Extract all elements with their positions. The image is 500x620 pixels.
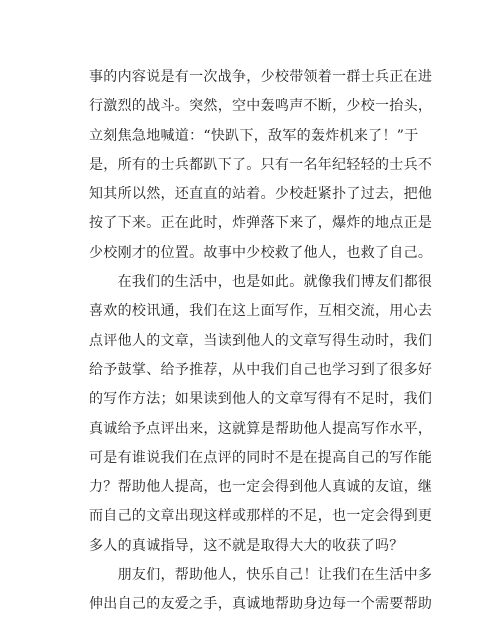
text-line: 立刻焦急地喊道：“快趴下，敌军的轰炸机来了！”于	[89, 127, 419, 144]
article-body	[89, 63, 433, 620]
text-line: 喜欢的校讯通，我们在这上面写作，互相交流，用心去	[89, 303, 433, 320]
text-line: 力？帮助他人提高，也一定会得到他人真诚的友谊，继	[89, 479, 433, 496]
text-line: 的写作方法；如果读到他人的文章写得有不足时，我们	[89, 391, 433, 408]
text-line: 真诚给予点评出来，这就算是帮助他人提高写作水平，	[89, 420, 433, 437]
text-line: 点评他人的文章，当读到他人的文章写得生动时，我们	[89, 332, 433, 349]
text-line: 在我们的生活中，也是如此。就像我们博友们都很	[89, 274, 433, 291]
text-line: 而自己的文章出现这样或那样的不足，也一定会得到更	[89, 508, 433, 525]
text-line: 朋友们，帮助他人，快乐自己！让我们在生活中多	[89, 567, 433, 584]
text-line: 按了下来。正在此时，炸弹落下来了，爆炸的地点正是	[89, 215, 433, 232]
text-line: 是，所有的士兵都趴下了。只有一名年纪轻轻的士兵不	[89, 156, 433, 173]
text-line: 给予鼓掌、给予推荐，从中我们自己也学习到了很多好	[89, 361, 433, 378]
text-line: 知其所以然，还直直的站着。少校赶紧扑了过去，把他	[89, 186, 433, 203]
text-line: 伸出自己的友爱之手，真诚地帮助身边每一个需要帮助	[89, 596, 433, 613]
text-line: 行激烈的战斗。突然，空中轰鸣声不断，少校一抬头，	[89, 98, 433, 115]
text-line: 可是有谁说我们在点评的同时不是在提高自己的写作能	[89, 449, 433, 466]
text-line: 事的内容说是有一次战争，少校带领着一群士兵正在进	[89, 69, 433, 85]
text-line: 多人的真诚指导，这不就是取得大大的收获了吗？	[89, 537, 404, 554]
text-line: 少校刚才的位置。故事中少校救了他人，也救了自己。	[89, 244, 433, 261]
